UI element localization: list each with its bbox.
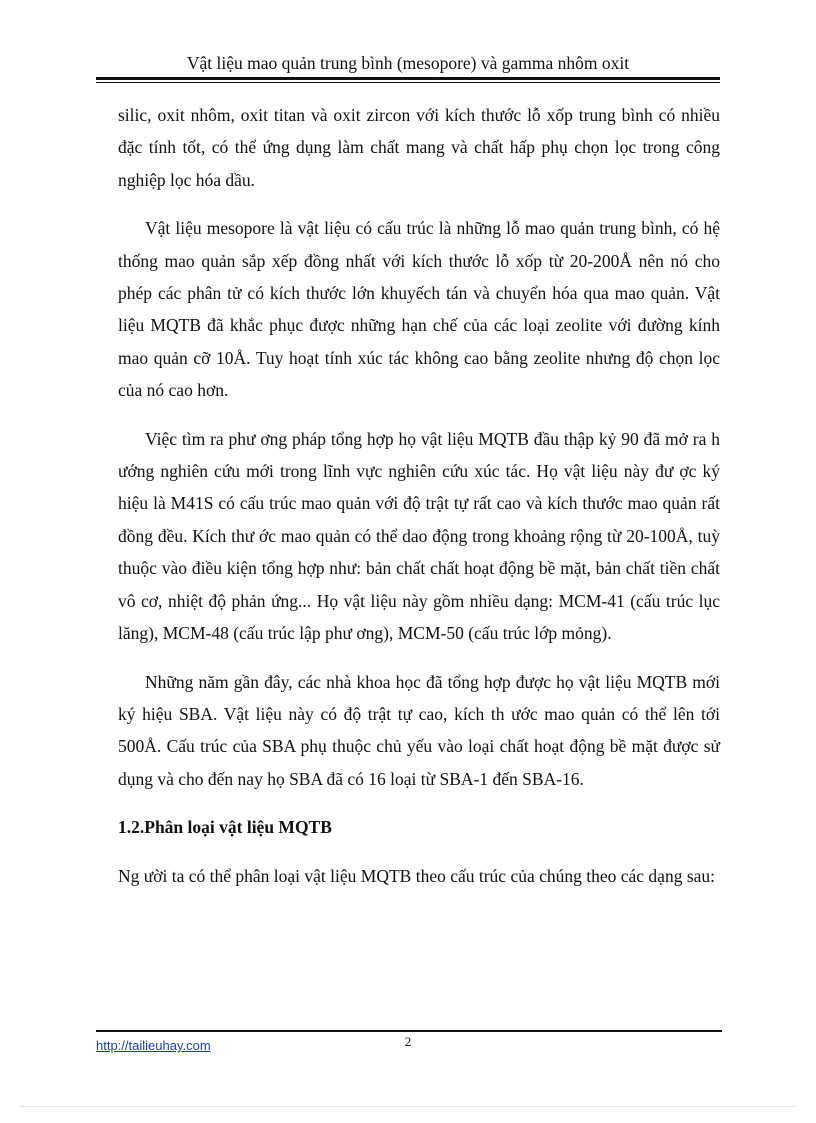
footer-website-link[interactable]: http://tailieuhay.com <box>96 1038 211 1053</box>
section-heading: 1.2.Phân loại vật liệu MQTB <box>118 817 332 838</box>
document-body <box>118 99 720 892</box>
page-bottom-border <box>20 1106 796 1107</box>
paragraph-3: Việc tìm ra phư ơng pháp tổng hợp họ vật liệu MQTB đầu thập kỷ 90 đã mở ra h ướng nghiên cứu mới trong lĩnh vực nghiên cứu xúc tác. Họ vật liệu này đư ợc ký hiệu là M41S có cấu trúc mao quản với độ trật tự rất cao và kích thước mao quản rất đồng đều. Kích thư ớc mao quản có thể dao động trong khoảng rộng từ 20-100Å, tuỳ thuộc vào điều kiện tổng hợp như: bản chất chất hoạt động bề mặt, bản chất tiền chất vô cơ, nhiệt độ phản ứng... Họ vật liệu này gồm nhiều dạng: MCM-41 (cấu trúc lục lăng), MCM-48 (cấu trúc lập phư ơng), MCM-50 (cấu trúc lớp mỏng). <box>118 428 720 644</box>
paragraph-4: Những năm gần đây, các nhà khoa học đã tổng hợp được họ vật liệu MQTB mới ký hiệu SBA. Vật liệu này có độ trật tự cao, kích th ước mao quản có thể lên tới 500Å. Cấu trúc của SBA phụ thuộc chủ yếu vào loại chất hoạt động bề mặt được sử dụng và cho đến nay họ SBA đã có 16 loại từ SBA-1 đến SBA-16. <box>118 671 720 789</box>
footer-divider <box>96 1030 722 1032</box>
page-number: 2 <box>404 1034 412 1049</box>
section-paragraph: Ng ười ta có thể phân loại vật liệu MQTB theo cấu trúc của chúng theo các dạng sau: <box>118 865 716 886</box>
page-header-title: Vật liệu mao quản trung bình (mesopore) và gamma nhôm oxit <box>186 53 630 73</box>
header-divider-thick <box>96 77 720 80</box>
header-divider-thin <box>96 82 720 83</box>
paragraph-1: silic, oxit nhôm, oxit titan và oxit zircon với kích thước lỗ xốp trung bình có nhiều đặc tính tốt, có thể ứng dụng làm chất mang và chất hấp phụ chọn lọc trong công nghiệp lọc hóa dầu. <box>118 105 720 190</box>
paragraph-2: Vật liệu mesopore là vật liệu có cấu trúc là những lỗ mao quản trung bình, có hệ thống mao quản sắp xếp đồng nhất với kích thước lỗ xốp từ 20-200Å nên nó cho phép các phân tử có kích thước lớn khuyếch tán và chuyển hóa qua mao quản. Vật liệu MQTB đã khắc phục được những hạn chế của các loại zeolite với đường kính mao quản cỡ 10Å. Tuy hoạt tính xúc tác không cao bằng zeolite nhưng độ chọn lọc của nó cao hơn. <box>118 218 720 401</box>
